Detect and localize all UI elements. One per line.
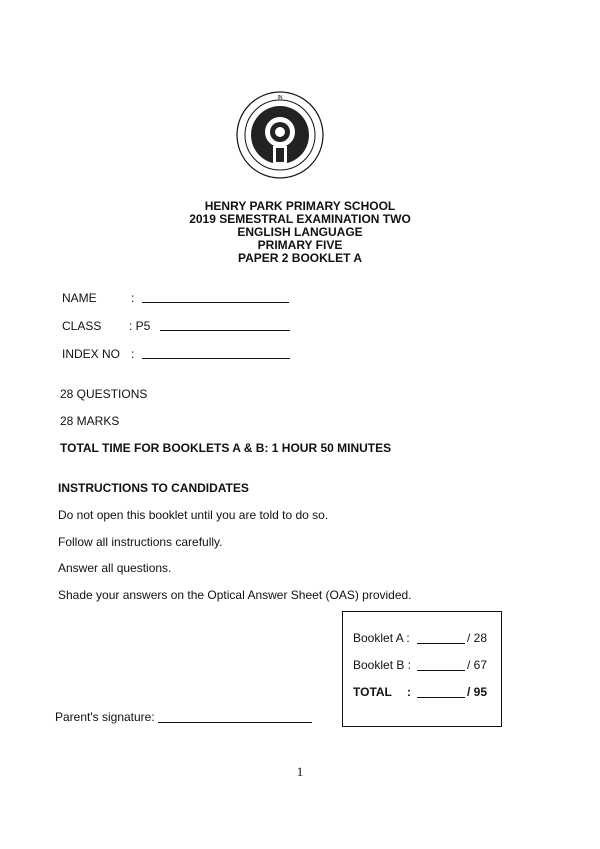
total-colon: : <box>407 685 411 699</box>
total-total: / 95 <box>467 685 488 699</box>
total-score-field[interactable] <box>417 697 465 698</box>
name-label: NAME <box>62 291 97 305</box>
page-number: 1 <box>296 764 304 779</box>
school-crest-logo <box>235 90 325 180</box>
parent-signature-label: Parent's signature: <box>55 710 155 724</box>
instruction-item: Shade your answers on the Optical Answer Sheet (OAS) provided. <box>58 588 412 602</box>
index-field[interactable] <box>142 358 290 359</box>
school-name: HENRY PARK PRIMARY SCHOOL <box>204 199 396 213</box>
index-colon: : <box>131 347 135 361</box>
exam-header <box>0 200 600 265</box>
subject-title: ENGLISH LANGUAGE <box>237 225 363 239</box>
index-label: INDEX NO <box>62 347 121 361</box>
questions-count: 28 QUESTIONS <box>60 387 148 401</box>
total-time: TOTAL TIME FOR BOOKLETS A & B: 1 HOUR 50 MINUTES <box>60 441 392 455</box>
name-colon: : <box>131 291 135 305</box>
instruction-item: Answer all questions. <box>58 561 172 575</box>
instruction-item: Follow all instructions carefully. <box>58 535 223 549</box>
booklet-a-score-field[interactable] <box>417 643 465 644</box>
class-label: CLASS <box>62 319 102 333</box>
booklet-b-score-field[interactable] <box>417 670 465 671</box>
instructions-title: INSTRUCTIONS TO CANDIDATES <box>58 481 249 495</box>
class-value: : P5 <box>129 319 151 333</box>
booklet-b-total: / 67 <box>467 658 488 672</box>
class-field[interactable] <box>160 330 290 331</box>
parent-signature-field[interactable] <box>158 722 312 723</box>
logo-text-top: IN <box>277 95 283 101</box>
total-label: TOTAL <box>353 685 392 699</box>
booklet-a-label: Booklet A : <box>353 631 410 645</box>
exam-title: 2019 SEMESTRAL EXAMINATION TWO <box>189 212 411 226</box>
score-box <box>342 611 502 727</box>
name-field[interactable] <box>142 302 289 303</box>
booklet-b-label: Booklet B : <box>353 658 412 672</box>
level-title: PRIMARY FIVE <box>257 238 343 252</box>
marks-count: 28 MARKS <box>60 414 120 428</box>
instruction-item: Do not open this booklet until you are told to do so. <box>58 508 329 522</box>
booklet-a-total: / 28 <box>467 631 488 645</box>
paper-title: PAPER 2 BOOKLET A <box>237 251 362 265</box>
